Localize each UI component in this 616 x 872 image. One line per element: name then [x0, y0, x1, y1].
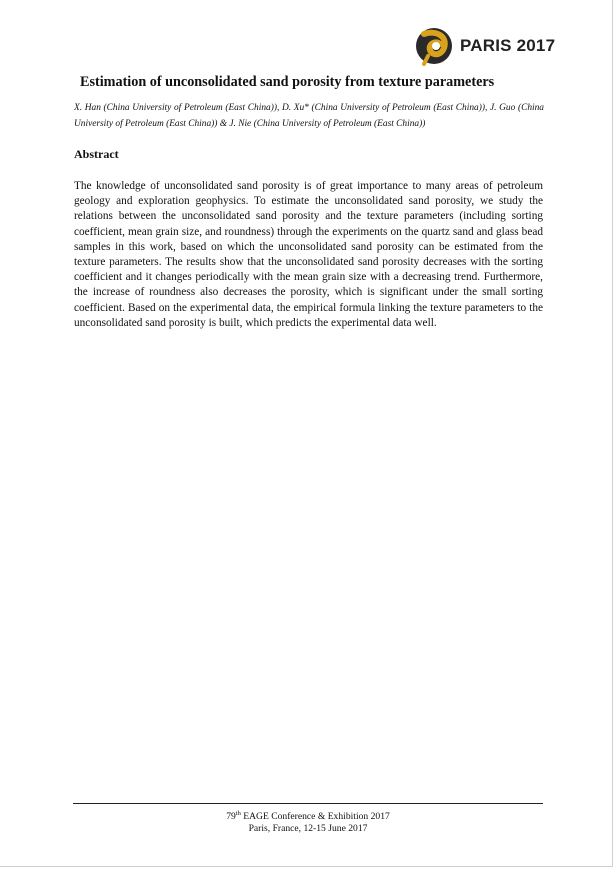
- footer-conference-line: [73, 811, 543, 823]
- footer-location-dates: Paris, France, 12-15 June 2017: [248, 823, 368, 834]
- paper-title: Estimation of unconsolidated sand porosity from texture parameters: [80, 74, 495, 90]
- page-footer: [73, 811, 543, 835]
- eage-swirl-icon: [414, 26, 456, 66]
- conference-logo: [414, 26, 555, 66]
- abstract-heading: Abstract: [74, 147, 119, 161]
- author-list: X. Han (China University of Petroleum (East China)), D. Xu* (China University of Petroleum (East China)), J. Guo (China University of Petroleum (East China)) & J. Nie (China University of Petroleum (East China)): [74, 103, 544, 129]
- logo-text: PARIS 2017: [460, 36, 556, 55]
- footer-ordinal-suffix: th: [235, 810, 241, 817]
- footer-conference-name: EAGE Conference & Exhibition 2017: [243, 811, 390, 822]
- abstract-text: The knowledge of unconsolidated sand porosity is of great importance to many areas of petroleum geology and exploration geophysics. To estimate the unconsolidated sand porosity, we study the relations between the unconsolidated sand porosity and the texture parameters (including sorting coefficient, mean grain size, and roundness) through the experiments on the quartz sand and glass bead samples in this work, based on which the unconsolidated sand porosity can be estimated from the texture parameters. The results show that the unconsolidated sand porosity decreases with the sorting coefficient and it changes periodically with the mean grain size with a decreasing trend. Furthermore, the increase of roundness also decreases the porosity, which is significant under the small sorting coefficient. Based on the experimental data, the empirical formula linking the texture parameters to the unconsolidated sand porosity is built, which predicts the experimental data well.: [74, 180, 543, 329]
- footer-ordinal-number: 79: [226, 811, 236, 822]
- footer-rule: [73, 803, 543, 804]
